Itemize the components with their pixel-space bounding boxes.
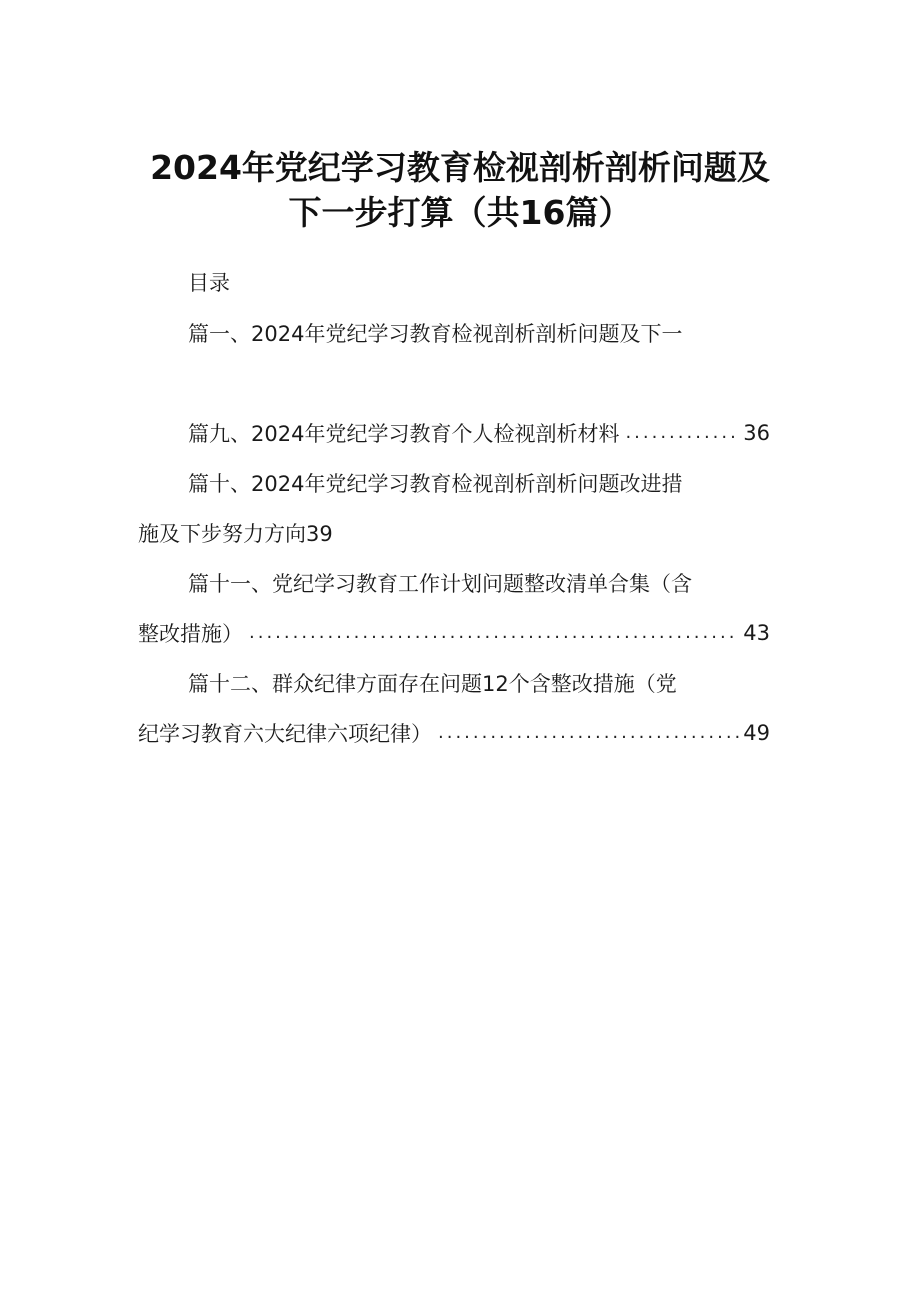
toc-entry-12-text-line-1: 篇十二、群众纪律方面存在问题12个含整改措施（党 bbox=[188, 672, 677, 696]
toc-leader-dots bbox=[438, 719, 739, 747]
toc-entry-9-page: 36 bbox=[743, 421, 770, 445]
toc-entry-12-page: 49 bbox=[743, 721, 770, 745]
toc-entry-11[interactable] bbox=[188, 569, 770, 597]
toc-heading: 目录 bbox=[188, 271, 230, 295]
toc-entry-11-text-line-2: 整改措施） bbox=[138, 622, 243, 646]
toc-entry-1[interactable] bbox=[188, 319, 770, 347]
toc-entry-11-continued[interactable] bbox=[138, 619, 770, 647]
toc-entry-9[interactable] bbox=[188, 419, 770, 447]
toc-entry-10[interactable] bbox=[188, 469, 770, 497]
document-title-line-2: 下一步打算（共16篇） bbox=[288, 193, 632, 232]
toc-leader-dots bbox=[249, 619, 739, 647]
toc-entry-12-text-line-2: 纪学习教育六大纪律六项纪律） bbox=[138, 722, 432, 746]
toc-entry-12-continued[interactable] bbox=[138, 719, 770, 747]
toc-entry-11-page: 43 bbox=[743, 621, 770, 645]
toc-entry-10-text-line-2: 施及下步努力方向39 bbox=[138, 522, 333, 546]
toc-entry-10-continued[interactable] bbox=[138, 519, 770, 547]
toc-entry-10-text-line-1: 篇十、2024年党纪学习教育检视剖析剖析问题改进措 bbox=[188, 472, 683, 496]
document-title-line-1: 2024年党纪学习教育检视剖析剖析问题及 bbox=[150, 148, 770, 187]
toc-leader-dots bbox=[625, 419, 739, 447]
toc-entry-12[interactable] bbox=[188, 669, 770, 697]
toc-entry-11-text-line-1: 篇十一、党纪学习教育工作计划问题整改清单合集（含 bbox=[188, 572, 692, 596]
toc-entry-9-text: 篇九、2024年党纪学习教育个人检视剖析材料 bbox=[188, 422, 620, 446]
toc-entry-1-text: 篇一、2024年党纪学习教育检视剖析剖析问题及下一 bbox=[188, 322, 683, 346]
